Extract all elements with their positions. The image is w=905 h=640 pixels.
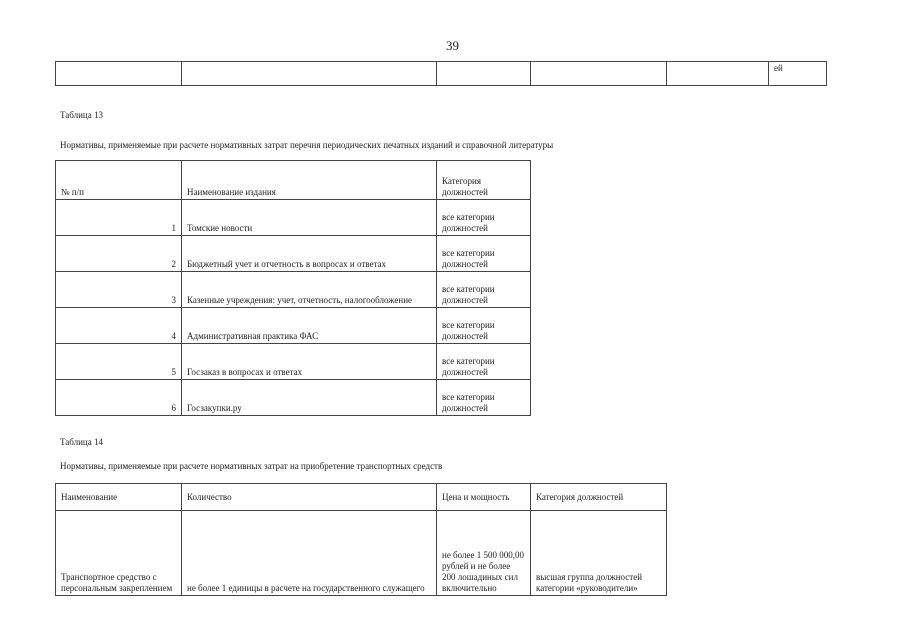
table13 [55, 160, 531, 416]
page-number: 39 [446, 38, 459, 53]
row-num: 3 [56, 272, 182, 308]
table-header-row [56, 161, 531, 200]
row-num: 2 [56, 236, 182, 272]
row-name: Административная практика ФАС [182, 308, 437, 344]
row-category: высшая группа должностей категории «руководители» [531, 511, 667, 596]
header-name: Наименование [56, 484, 182, 511]
table-row [56, 380, 531, 416]
row-category: все категории должностей [437, 236, 531, 272]
row-price: не более 1 500 000,00 рублей и не более 200 лошадиных сил включительно [437, 511, 531, 596]
table14-label: Таблица 14 [60, 437, 103, 447]
row-category: все категории должностей [437, 308, 531, 344]
row-name: Госзакупки.ру [182, 380, 437, 416]
header-name: Наименование издания [182, 161, 437, 200]
row-name: Томские новости [182, 200, 437, 236]
header-category: Категория должностей [531, 484, 667, 511]
table-cell [437, 62, 531, 86]
row-num: 1 [56, 200, 182, 236]
header-category: Категория должностей [437, 161, 531, 200]
table-header-row [56, 484, 667, 511]
row-num: 5 [56, 344, 182, 380]
table-row [56, 308, 531, 344]
row-name: Бюджетный учет и отчетность в вопросах и ответах [182, 236, 437, 272]
table-cell [667, 62, 769, 86]
row-name: Транспортное средство с персональным закреплением [56, 511, 182, 596]
row-num: 4 [56, 308, 182, 344]
row-category: все категории должностей [437, 380, 531, 416]
header-num: № п/п [56, 161, 182, 200]
row-category: все категории должностей [437, 344, 531, 380]
row-category: все категории должностей [437, 200, 531, 236]
row-num: 6 [56, 380, 182, 416]
row-name: Казенные учреждения: учет, отчетность, налогообложение [182, 272, 437, 308]
table13-title: Нормативы, применяемые при расчете нормативных затрат перечня периодических печатных изданий и справочной литературы [60, 140, 554, 150]
table13-label: Таблица 13 [60, 110, 103, 120]
row-name: Госзаказ в вопросах и ответах [182, 344, 437, 380]
table-row [56, 344, 531, 380]
table-cell [56, 62, 182, 86]
table14-title: Нормативы, применяемые при расчете нормативных затрат на приобретение транспортных средств [60, 461, 443, 471]
table-row [56, 62, 827, 86]
table14 [55, 483, 667, 596]
header-price: Цена и мощность [437, 484, 531, 511]
table-row [56, 511, 667, 596]
row-category: все категории должностей [437, 272, 531, 308]
header-quantity: Количество [182, 484, 437, 511]
table-row [56, 236, 531, 272]
continuation-table [55, 61, 827, 86]
table-row [56, 200, 531, 236]
table-row [56, 272, 531, 308]
table-cell [182, 62, 437, 86]
table-cell-last: ей [769, 62, 827, 86]
row-quantity: не более 1 единицы в расчете на государственного служащего [182, 511, 437, 596]
table-cell [531, 62, 667, 86]
